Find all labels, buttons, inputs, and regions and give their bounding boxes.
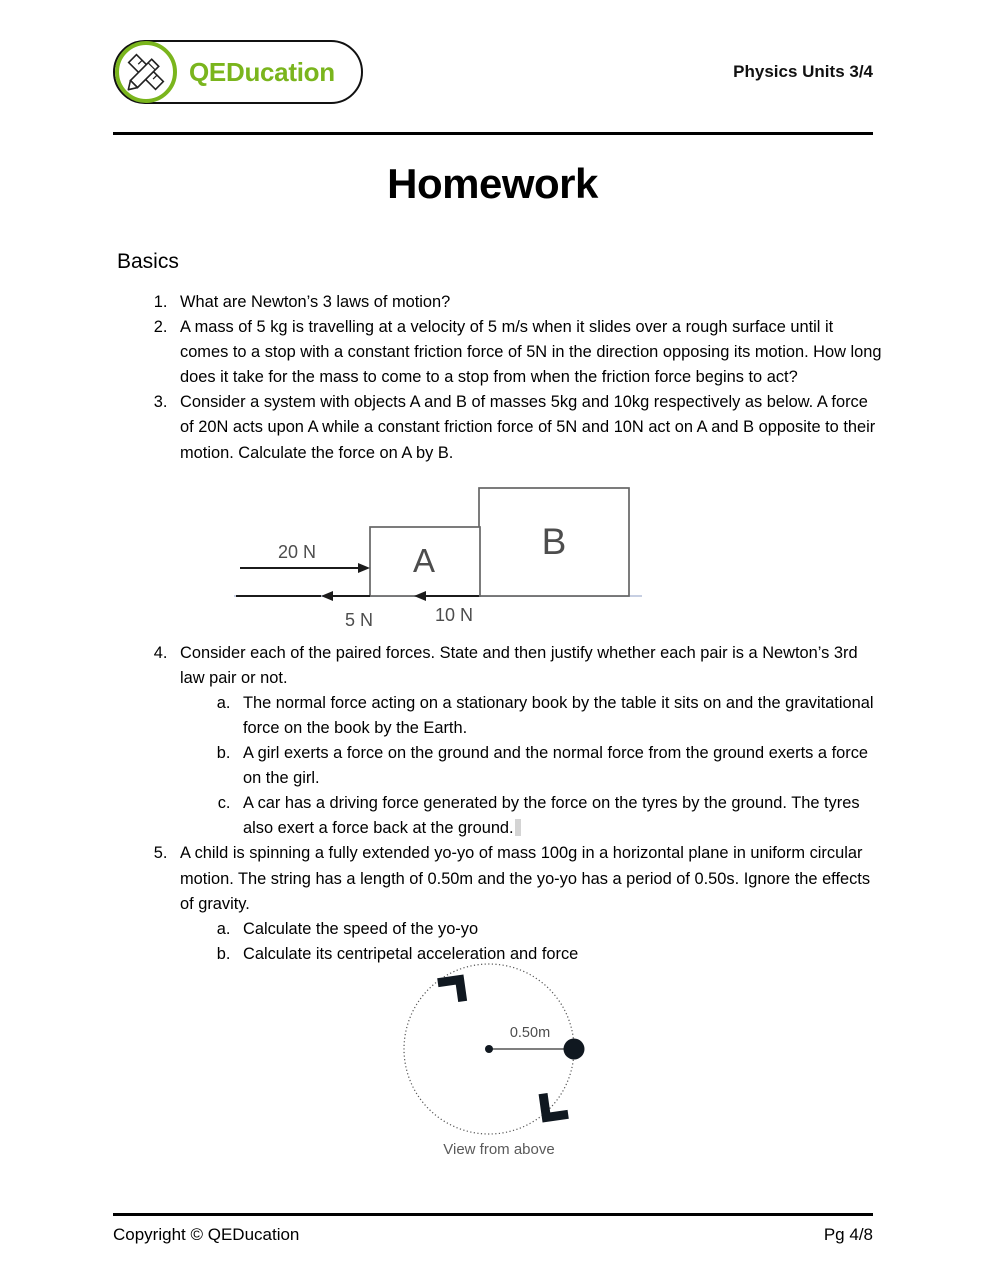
subitem-5a — [235, 917, 883, 942]
brand-name: QEDucation — [189, 56, 335, 87]
yoyo-mass — [564, 1039, 585, 1060]
rotation-arrow-top — [438, 980, 463, 1005]
figure-caption: View from above — [443, 1141, 555, 1158]
question-text: A child is spinning a fully extended yo-yo of mass 100g in a horizontal plane in uniform circular motion. The string has a length of 0.50m and the yo-yo has a period of 0.50s. Ignore the effects of gravity. — [180, 844, 871, 913]
subitem-text: Calculate its centripetal acceleration and force — [243, 944, 579, 963]
figure-circular-motion — [383, 955, 615, 1165]
question-item-5 — [172, 841, 883, 966]
rotation-arrow-bottom — [543, 1091, 568, 1118]
footer-page-number: Pg 4/8 — [823, 1225, 873, 1244]
brand-logo — [113, 40, 363, 104]
page-footer — [113, 1225, 873, 1245]
label-friction-a: 5 N — [344, 610, 374, 630]
question-4-subitems — [180, 691, 883, 842]
subitem-4b — [235, 741, 883, 791]
subitem-text: The normal force acting on a stationary book by the table it sits on and the gravitational force on the book by the Earth. — [243, 693, 874, 737]
question-item-1 — [172, 290, 883, 315]
subitem-text: Calculate the speed of the yo-yo — [243, 919, 479, 938]
label-block-b: B — [541, 521, 567, 562]
label-radius: 0.50m — [509, 1025, 551, 1041]
page-title: Homework — [387, 160, 598, 207]
subitem-text: A girl exerts a force on the ground and the normal force from the ground exerts a force on the girl. — [243, 744, 869, 788]
figure-blocks-diagram — [222, 478, 652, 643]
header-unit-title: Physics Units 3/4 — [733, 62, 873, 81]
label-friction-b: 10 N — [434, 605, 474, 625]
question-text: What are Newton’s 3 laws of motion? — [180, 293, 451, 311]
label-applied-force: 20 N — [277, 542, 317, 562]
center-point — [485, 1045, 493, 1053]
page-header — [113, 22, 873, 122]
question-text: A mass of 5 kg is travelling at a velocity of 5 m/s when it slides over a rough surface until it comes to a stop with a constant friction force of 5N in the direction opposing its motion. How long does it take for the mass to come to a stop from when the friction force begins to act? — [180, 318, 882, 387]
subitem-4a — [235, 691, 883, 741]
text-cursor — [515, 819, 521, 836]
question-text: Consider a system with objects A and B of masses 5kg and 10kg respectively as below. A force of 20N acts upon A while a constant friction force of 5N and 10N act on A and B opposite to their motion. Calculate the force on A by B. — [180, 393, 876, 462]
header-divider — [113, 132, 873, 135]
footer-copyright: Copyright © QEDucation — [113, 1225, 300, 1244]
label-block-a: A — [412, 542, 436, 579]
question-item-2 — [172, 315, 883, 390]
section-heading-basics: Basics — [117, 250, 179, 273]
subitem-4c — [235, 791, 883, 841]
footer-divider — [113, 1213, 873, 1216]
question-item-4 — [172, 641, 883, 842]
question-text: Consider each of the paired forces. State and then justify whether each pair is a Newton’s 3rd law pair or not. — [180, 643, 858, 687]
pencil-ruler-icon — [115, 41, 177, 103]
subitem-text: A car has a driving force generated by the force on the tyres by the ground. The tyres also exert a force back at the ground. — [243, 794, 860, 838]
